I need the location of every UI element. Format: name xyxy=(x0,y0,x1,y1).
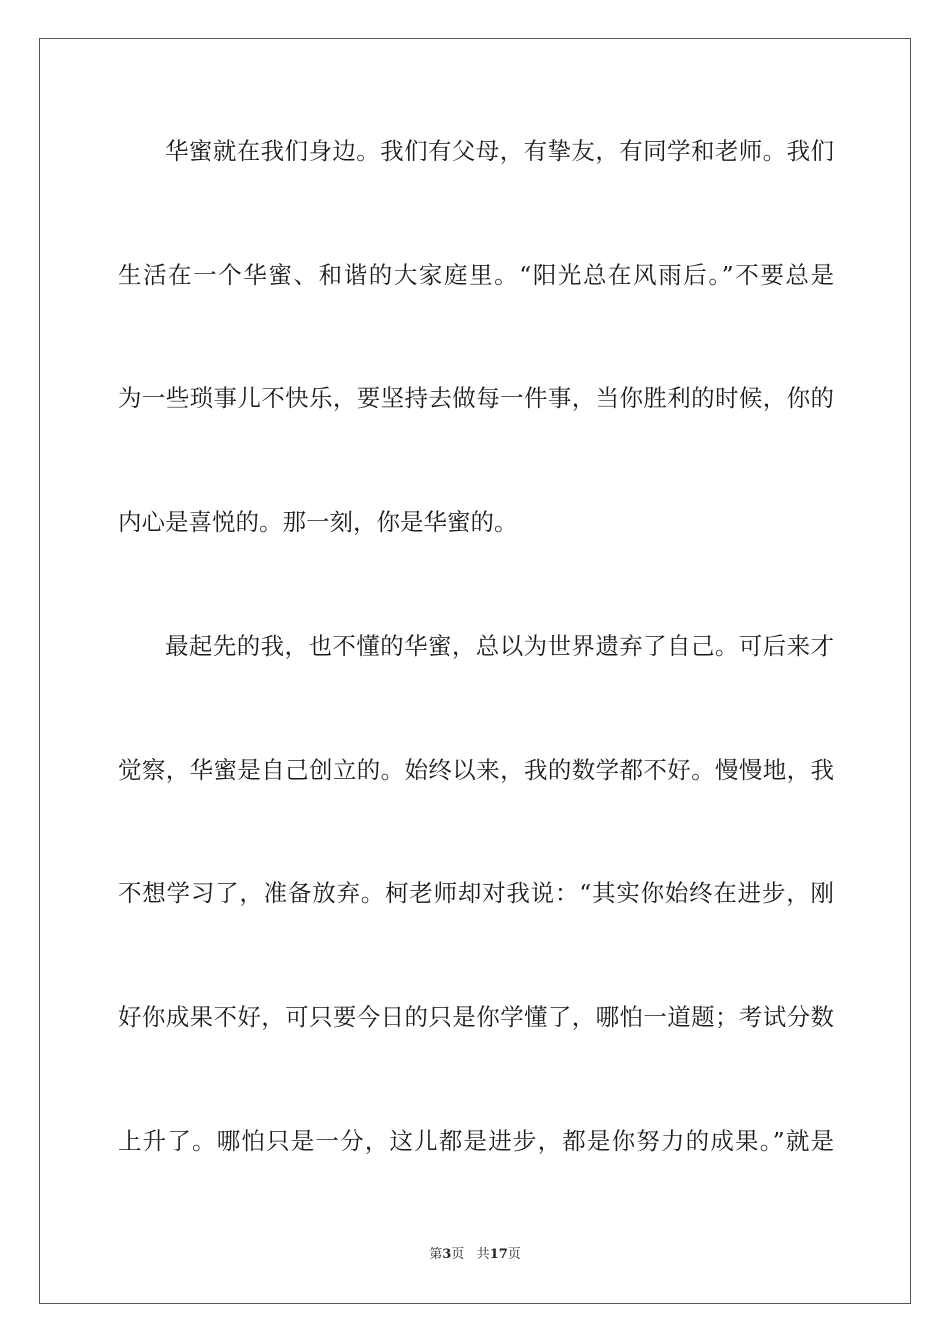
page-prefix: 第 xyxy=(429,1247,443,1262)
paragraph-2-line-3: 不想学习了，准备放弃。柯老师却对我说：“其实你始终在进步，刚 xyxy=(118,879,834,907)
total-prefix: 共 xyxy=(476,1247,490,1262)
paragraph-1-line-2: 生活在一个华蜜、和谐的大家庭里。“阳光总在风雨后。”不要总是 xyxy=(118,261,834,289)
page-footer xyxy=(0,1246,950,1264)
paragraph-1-line-3: 为一些琐事儿不快乐，要坚持去做每一件事，当你胜利的时候，你的 xyxy=(118,384,834,412)
paragraph-2-line-4: 好你成果不好，可只要今日的只是你学懂了，哪怕一道题；考试分数 xyxy=(118,1003,834,1031)
paragraph-2-line-1: 最起先的我，也不懂的华蜜，总以为世界遗弃了自己。可后来才 xyxy=(165,632,834,660)
page-border xyxy=(39,38,911,1304)
paragraph-2-line-2: 觉察，华蜜是自己创立的。始终以来，我的数学都不好。慢慢地，我 xyxy=(118,756,834,784)
page-number: 3 xyxy=(442,1247,452,1262)
total-pages: 17 xyxy=(489,1247,508,1262)
page-suffix: 页 xyxy=(451,1247,465,1262)
paragraph-1-line-4: 内心是喜悦的。那一刻，你是华蜜的。 xyxy=(118,508,518,536)
paragraph-2-line-5: 上升了。哪怕只是一分，这儿都是进步，都是你努力的成果。”就是 xyxy=(118,1127,834,1155)
paragraph-1-line-1: 华蜜就在我们身边。我们有父母，有挚友，有同学和老师。我们 xyxy=(165,137,834,165)
total-suffix: 页 xyxy=(507,1247,521,1262)
